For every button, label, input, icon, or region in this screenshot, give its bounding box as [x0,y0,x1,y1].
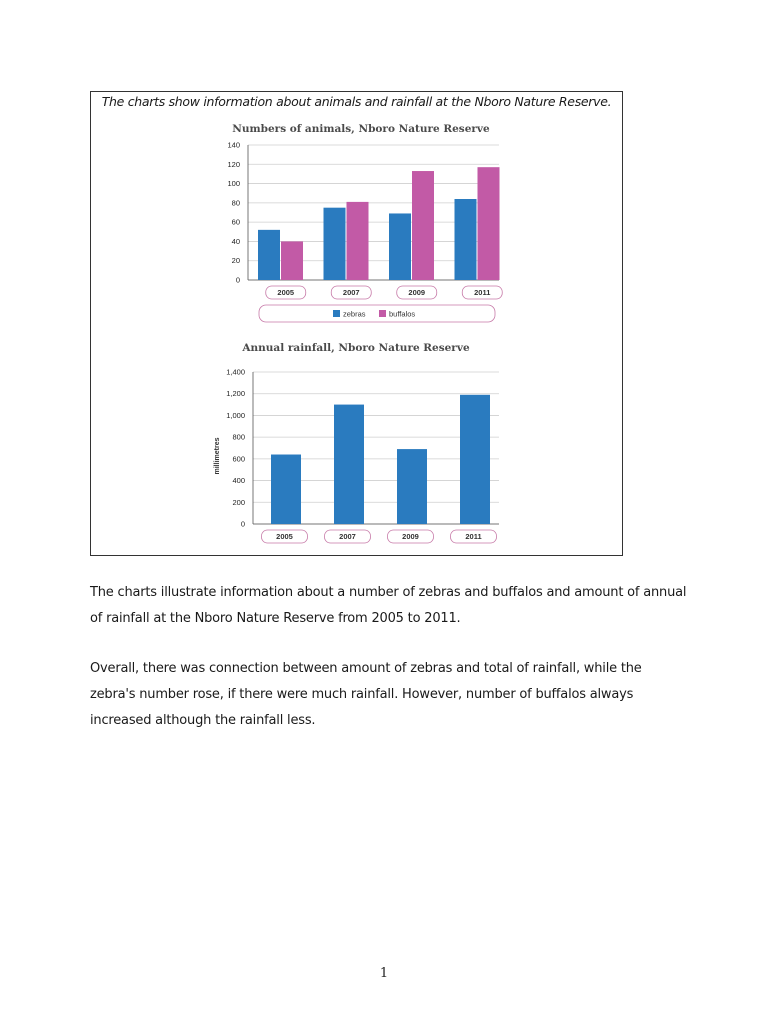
chart1-y-tick: 80 [231,198,240,208]
chart2-bar-rainfall-2011 [460,395,490,524]
chart1-bar-zebras-2005 [258,230,280,280]
chart1-bar-zebras-2011 [455,199,477,280]
chart2-category-label: 2007 [339,532,356,541]
chart1-legend-swatch-zebras [333,310,340,317]
chart1-title: Numbers of animals, Nboro Nature Reserve [232,123,490,135]
chart1-bar-buffalos-2005 [281,241,303,280]
chart2-category-label: 2009 [402,532,419,541]
chart2-category-label: 2011 [465,532,482,541]
chart1-y-tick: 60 [231,217,240,227]
chart2-y-tick: 0 [240,519,245,529]
page-number: 1 [379,966,389,981]
chart2-y-tick: 1,200 [226,389,245,399]
chart1-y-tick: 40 [231,236,240,246]
paragraph-overview: Overall, there was connection between amount of zebras and total of rainfall, while the zebra's number rose, if there were much rainfall. However, number of buffalos always increased although the rainfall less. [90,661,642,728]
chart1-category-label: 2005 [277,288,295,297]
figure-box [90,91,623,556]
chart1-y-tick: 140 [227,140,240,150]
chart1-y-tick: 120 [227,159,240,169]
chart1-category-label: 2007 [342,288,360,297]
chart2-y-tick: 1,000 [226,410,245,420]
chart2-bar-rainfall-2005 [271,455,301,524]
chart2-y-tick: 200 [232,497,245,507]
chart2-y-label: millimetres [214,437,221,475]
chart1-y-tick: 20 [231,256,240,266]
chart1-bar-buffalos-2011 [478,167,500,280]
chart1-legend-box [259,305,495,322]
chart2-y-tick: 800 [232,432,245,442]
chart1-category-label: 2009 [408,288,426,297]
chart1-category-label: 2011 [474,288,491,297]
chart2-y-tick: 600 [232,454,245,464]
chart1-legend-swatch-buffalos [379,310,386,317]
paragraph-intro: The charts illustrate information about a number of zebras and buffalos and amount of annual of rainfall at the Nboro Nature Reserve from 2005 to 2011. [90,585,687,626]
chart1-bar-zebras-2007 [324,208,346,280]
chart1-bar-buffalos-2007 [347,202,369,280]
chart2-bar-rainfall-2009 [397,449,427,524]
chart2-y-tick: 400 [232,476,245,486]
chart1-legend-label-buffalos: buffalos [389,309,416,319]
chart2-title: Annual rainfall, Nboro Nature Reserve [242,342,470,354]
chart2-category-label: 2005 [276,532,293,541]
chart1-legend-label-zebras: zebras [343,309,366,319]
chart1-y-tick: 0 [235,275,240,285]
chart2-bar-rainfall-2007 [334,405,364,524]
chart1-y-tick: 100 [227,179,240,189]
figure-caption: The charts show information about animals and rainfall at the Nboro Nature Reserve. [101,94,612,109]
charts [91,92,624,557]
chart1-bar-buffalos-2009 [412,171,434,280]
chart2-y-tick: 1,400 [226,367,245,377]
chart1-bar-zebras-2009 [389,213,411,280]
